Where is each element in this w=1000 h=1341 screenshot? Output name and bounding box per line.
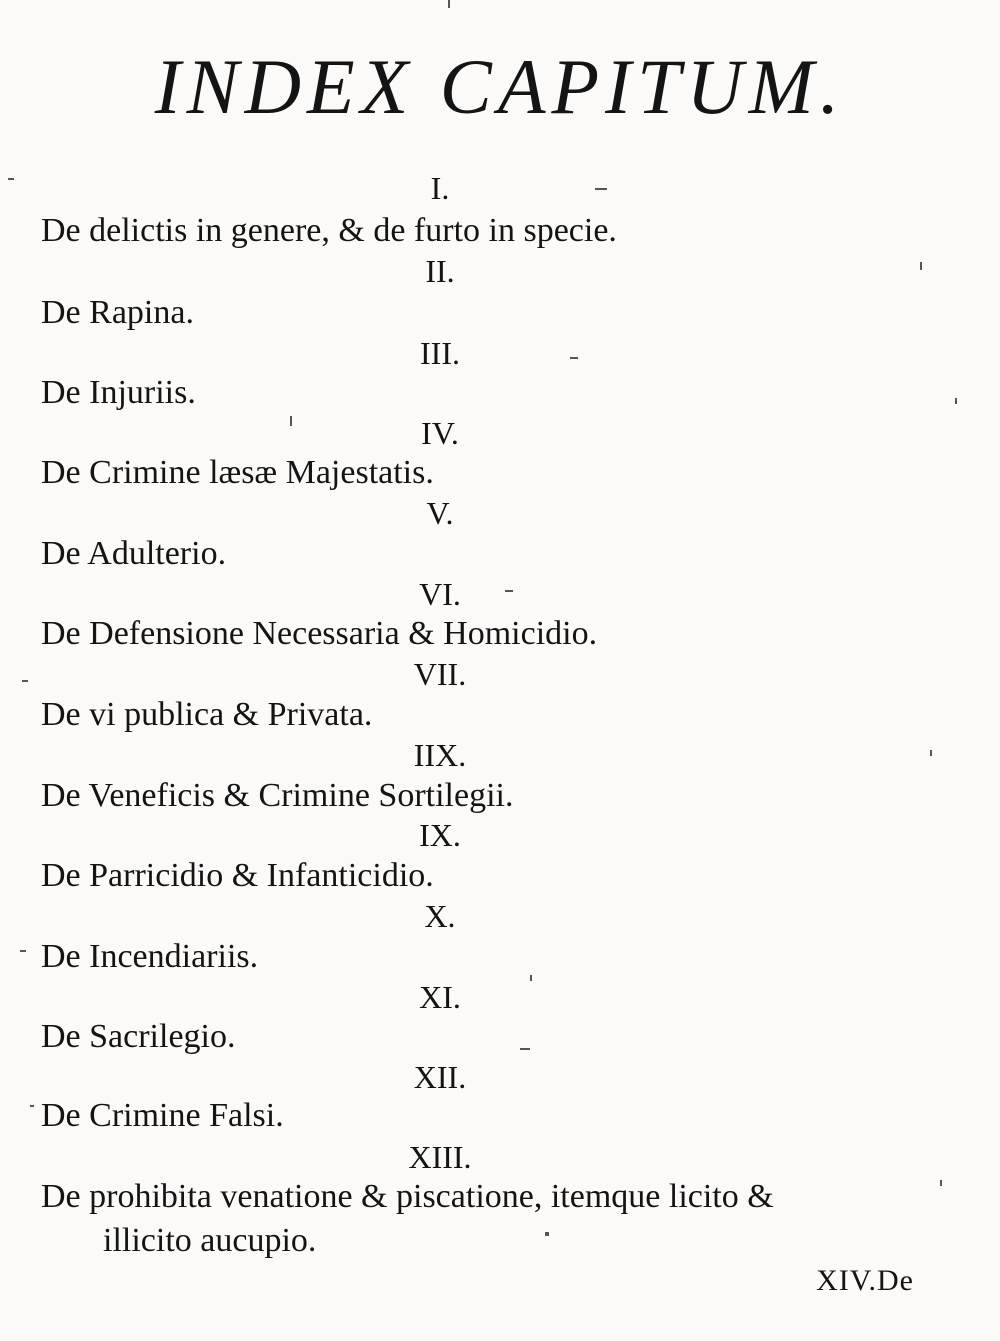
scan-speck: [930, 750, 932, 756]
scan-speck: [940, 1180, 942, 1186]
scan-speck: [520, 1048, 530, 1050]
chapter-title-line: illicito aucupio.: [103, 1222, 317, 1259]
chapter-title: De Injuriis.: [41, 374, 196, 411]
page-title: INDEX CAPITUM.: [154, 43, 846, 130]
scan-speck: [595, 188, 607, 190]
scan-speck: [8, 178, 14, 180]
scan-speck: [448, 0, 450, 8]
scan-speck: [30, 1105, 34, 1107]
catchword: XIV.De: [816, 1264, 914, 1297]
scan-speck: [920, 262, 922, 270]
scan-speck: [290, 416, 292, 426]
chapter-numeral: III.: [420, 335, 460, 371]
chapter-numeral: VI.: [419, 576, 461, 612]
chapter-title: De Adulterio.: [41, 535, 227, 572]
scan-speck: [20, 950, 26, 952]
chapter-title: De Sacrilegio.: [41, 1018, 236, 1055]
chapter-title: De Incendiariis.: [41, 938, 259, 975]
chapter-numeral: II.: [425, 253, 455, 289]
chapter-title: De Crimine læsæ Majestatis.: [41, 454, 434, 491]
scan-speck: [22, 680, 28, 682]
chapter-numeral: X.: [424, 898, 456, 934]
scan-speck: [570, 357, 578, 359]
chapter-numeral: V.: [426, 495, 454, 531]
chapter-numeral: I.: [430, 170, 450, 206]
chapter-numeral: XIII.: [408, 1139, 472, 1175]
chapter-title: De vi publica & Privata.: [41, 696, 373, 733]
scan-speck: [530, 975, 532, 981]
chapter-numeral: IX.: [419, 817, 461, 853]
chapter-numeral: XI.: [419, 979, 461, 1015]
chapter-title: De delictis in genere, & de furto in specie.: [41, 212, 617, 249]
chapter-numeral: XII.: [413, 1059, 467, 1095]
chapter-title: De Crimine Falsi.: [41, 1097, 284, 1134]
chapter-numeral: IIX.: [413, 737, 467, 773]
chapter-title-line: De prohibita venatione & piscatione, itemque licito &: [41, 1178, 774, 1215]
scan-speck: [955, 398, 957, 404]
scan-speck: [505, 590, 513, 592]
scan-speck: [545, 1232, 549, 1236]
chapter-title: De Parricidio & Infanticidio.: [41, 857, 434, 894]
chapter-title: De Veneficis & Crimine Sortilegii.: [41, 777, 514, 814]
chapter-title: [41, 1175, 921, 1263]
chapter-title: De Defensione Necessaria & Homicidio.: [41, 615, 598, 652]
chapter-title: De Rapina.: [41, 294, 194, 331]
chapter-numeral: VII.: [413, 656, 467, 692]
chapter-numeral: IV.: [421, 415, 459, 451]
